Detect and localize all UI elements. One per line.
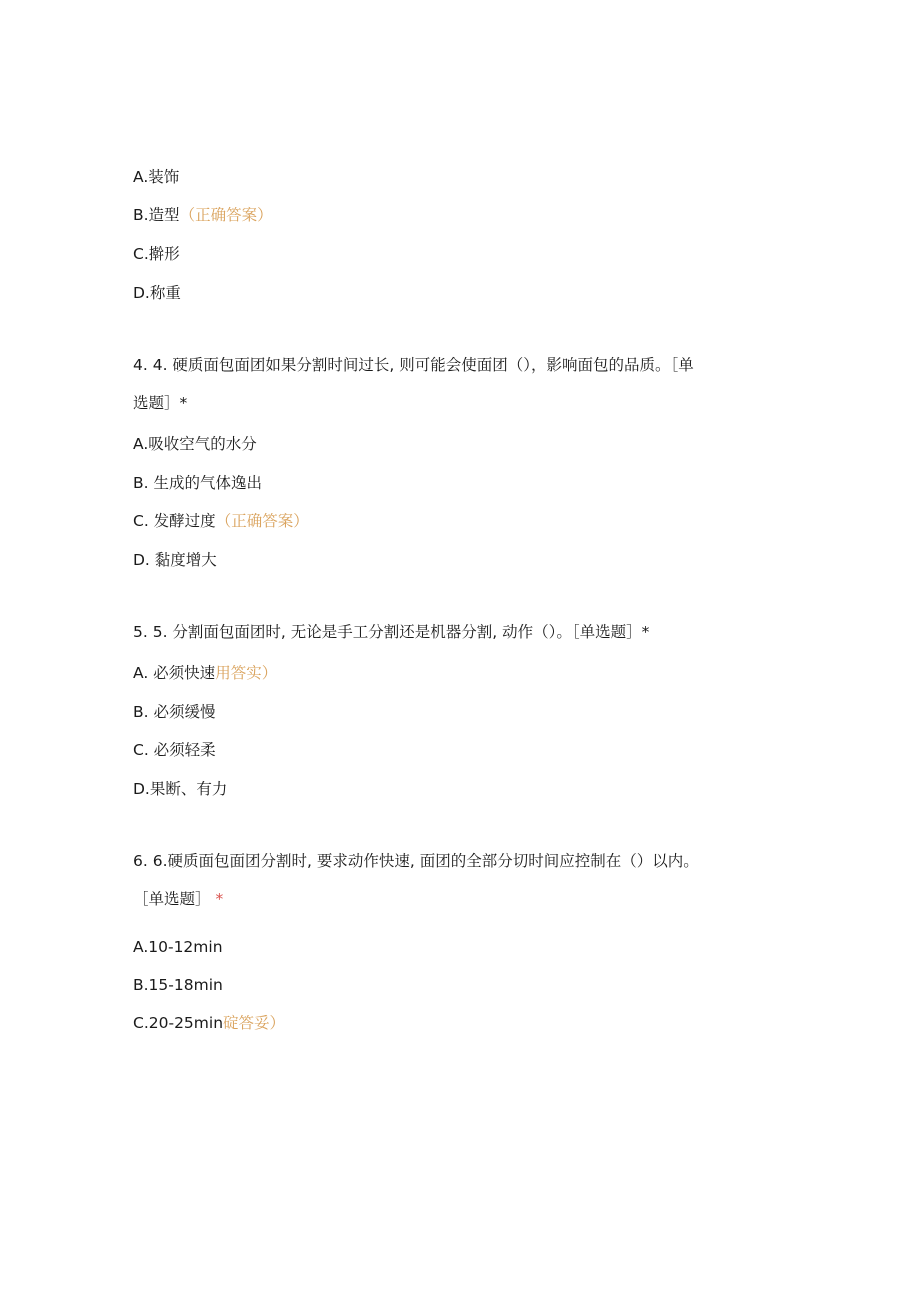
q3-option-b[interactable]	[133, 204, 273, 226]
required-star: *	[215, 890, 224, 908]
correct-answer-mark: 碇答妥）	[223, 1014, 286, 1032]
option-text: A.装饰	[133, 168, 180, 186]
question-type-label: ［单选题］	[133, 890, 211, 908]
q5-question-line1: 5. 5. 分割面包面团时, 无论是手工分割还是机器分割, 动作（）。［单选题］*	[133, 623, 650, 641]
q4-question-line1: 4. 4. 硬质面包面团如果分割时间过长, 则可能会使面团（），影响面包的品质。［单	[133, 356, 694, 374]
q5-option-a[interactable]	[133, 662, 277, 684]
q4-option-b[interactable]	[133, 472, 262, 494]
q6-question-line1: 6. 6.硬质面包面团分割时, 要求动作快速, 面团的全部分切时间应控制在（）以内。	[133, 852, 699, 870]
q6-question-line2	[133, 888, 223, 910]
q3-option-a[interactable]	[133, 166, 179, 188]
option-text: A.吸收空气的水分	[133, 435, 257, 453]
option-text: B. 生成的气体逸出	[133, 474, 262, 492]
option-text: B.造型	[133, 206, 180, 224]
option-text: A. 必须快速	[133, 664, 216, 682]
option-text: A.10-12min	[133, 938, 223, 956]
option-text: D.果断、有力	[133, 780, 228, 798]
option-text: D.称重	[133, 284, 181, 302]
q3-option-c[interactable]	[133, 243, 180, 265]
option-text: C. 发酵过度	[133, 512, 216, 530]
q4-option-a[interactable]	[133, 433, 257, 455]
q5-option-c[interactable]	[133, 739, 216, 761]
option-text: C.20-25min	[133, 1014, 224, 1032]
q4-question-line2: 选题］*	[133, 394, 188, 412]
correct-answer-mark: （正确答案）	[179, 206, 273, 224]
q6-option-a[interactable]	[133, 936, 223, 958]
correct-answer-mark: （正确答案）	[215, 512, 309, 530]
q6-option-b[interactable]	[133, 974, 223, 996]
q6-option-c[interactable]	[133, 1012, 285, 1034]
option-text: B.15-18min	[133, 976, 223, 994]
q4-option-d[interactable]	[133, 549, 217, 571]
q5-option-d[interactable]	[133, 778, 227, 800]
q4-option-c[interactable]	[133, 510, 309, 532]
q3-option-d[interactable]	[133, 282, 181, 304]
q5-option-b[interactable]	[133, 701, 216, 723]
correct-answer-mark: 用答实）	[215, 664, 278, 682]
option-text: C.擀形	[133, 245, 180, 263]
option-text: D. 黏度增大	[133, 551, 217, 569]
option-text: B. 必须缓慢	[133, 703, 216, 721]
option-text: C. 必须轻柔	[133, 741, 216, 759]
